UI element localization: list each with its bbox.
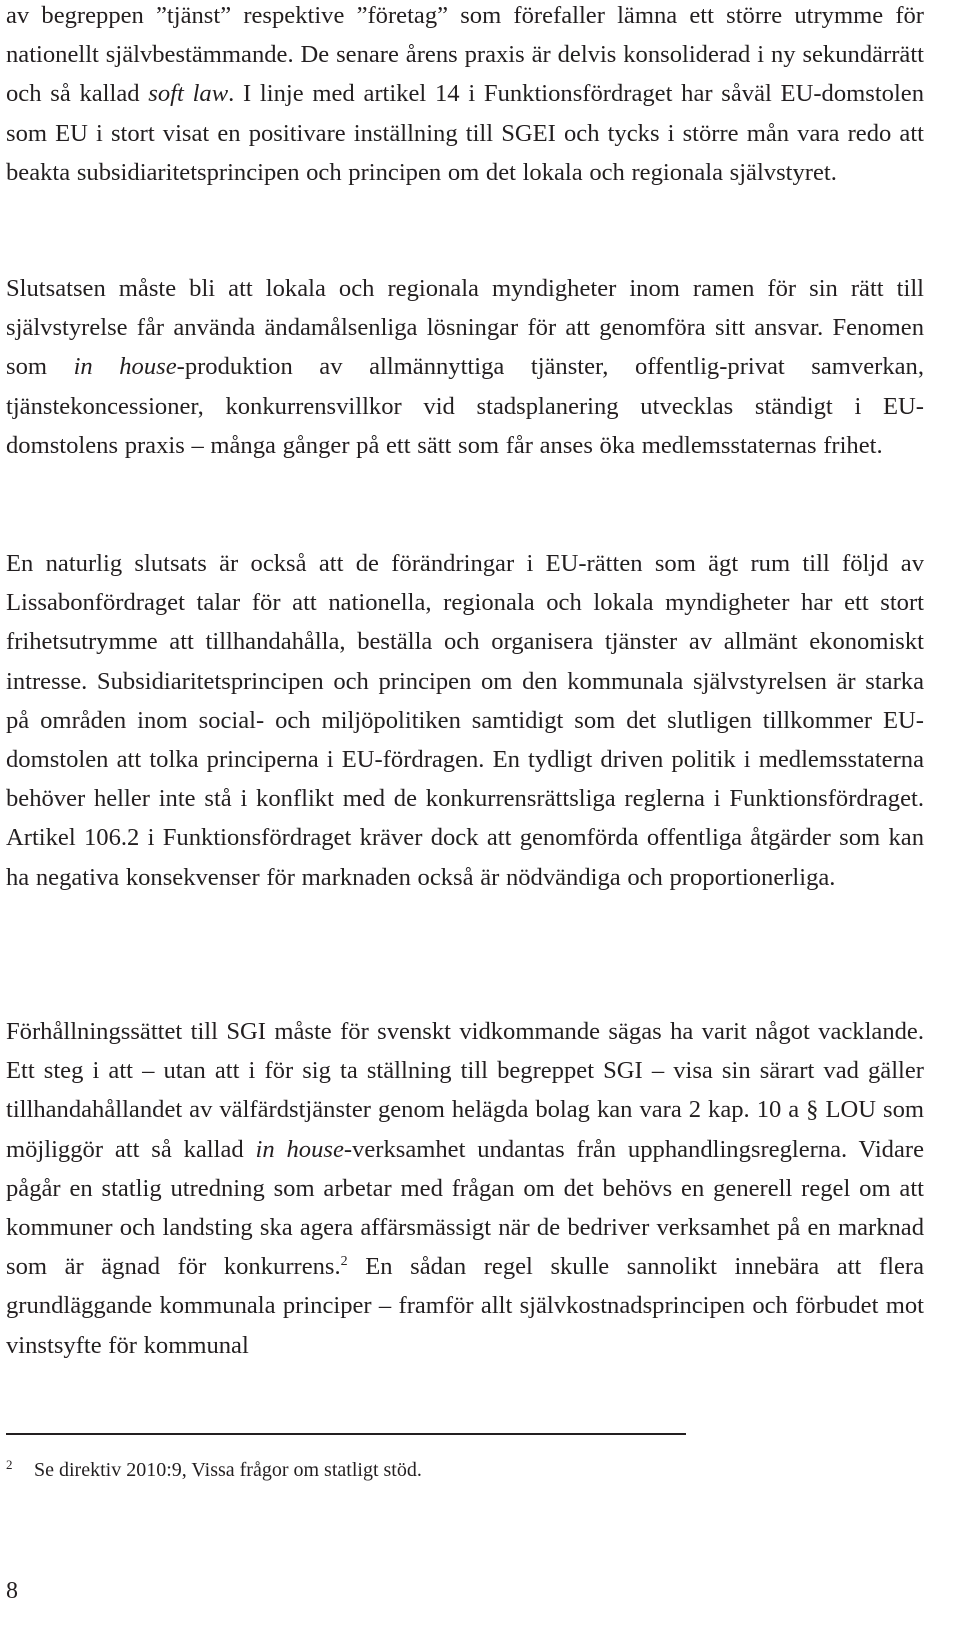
footnote: 2 Se direktiv 2010:9, Vissa frågor om statligt stöd. xyxy=(6,1457,422,1481)
italic-term: in house xyxy=(73,353,177,381)
italic-term: soft law xyxy=(148,80,229,108)
footnote-separator xyxy=(6,1433,686,1435)
page-number: 8 xyxy=(6,1578,18,1604)
text-segment: . I linje med artikel 14 i Funktionsfördraget har såväl EU-domstolen som EU i stort visat en positivare inställning till SGEI och tycks i större mån vara redo att beakta subsidiaritetsprincipen och principen om det lokala och regionala självstyret. xyxy=(6,80,924,186)
text-segment: av begreppen ”tjänst” respektive ”företag” som förefaller lämna ett större utrymme för nationellt självbestämmande. De senare årens praxis är delvis konsoliderad i ny sekundärrätt och så kallad xyxy=(6,2,924,108)
paragraph-3 xyxy=(6,544,924,897)
footnote-text: Se direktiv 2010:9, Vissa frågor om statligt stöd. xyxy=(34,1459,422,1481)
paragraph-1 xyxy=(6,0,924,192)
text-segment: -verksamhet undantas från upphandlingsreglerna. Vidare pågår en statlig utredning som arbetar med frågan om det behövs en generell regel om att kommuner och landsting ska agera affärsmässigt när de bedriver verksamhet på en marknad som är ägnad för konkurrens. xyxy=(6,1135,924,1281)
text-segment: Förhållningssättet till SGI måste för svenskt vidkommande sägas ha varit något vacklande. Ett steg i att – utan att i för sig ta ställning till begreppet SGI – visa sin särart vad gäller tillhandahållandet av välfärdstjänster genom helägda bolag kan vara 2 kap. 10 a § LOU som möjliggör att så kallad xyxy=(6,1018,924,1163)
text-segment: -produktion av allmännyttiga tjänster, offentlig-privat samverkan, tjänstekoncessioner, konkurrensvillkor vid stadsplanering utvecklas ständigt i EU-domstolens praxis – många gånger på ett sätt som får anses öka medlemsstaternas frihet. xyxy=(6,353,924,459)
text-segment: En sådan regel skulle sannolikt innebära att flera grundläggande kommunala principer – framför allt självkostnadsprincipen och förbudet mot vinstsyfte för kommunal xyxy=(6,1253,924,1359)
paragraph-4 xyxy=(6,1012,924,1365)
text-segment: En naturlig slutsats är också att de förändringar i EU-rätten som ägt rum till följd av Lissabonfördraget talar för att nationella, regionala och lokala myndigheter har ett stort frihetsutrymme att tillhandahålla, beställa och organisera tjänster av allmänt ekonomiskt intresse. Subsidiaritetsprincipen och principen om den kommunala självstyrelsen är starka på områden inom social- och miljöpolitiken samtidigt som det slutligen tillkommer EU-domstolen att tolka principerna i EU-fördragen. En tydligt driven politik i medlemsstaterna behöver heller inte stå i konflikt med de konkurrensrättsliga reglerna i Funktionsfördraget. Artikel 106.2 i Funktionsfördraget kräver dock att genomförda offentliga åtgärder som kan ha negativa konsekvenser för marknaden också är nödvändiga och proportionerliga. xyxy=(6,550,924,891)
footnote-reference: 2 xyxy=(340,1254,348,1270)
text-segment: Slutsatsen måste bli att lokala och regionala myndigheter inom ramen för sin rätt till självstyrelse får använda ändamålsenliga lösningar för att genomföra sitt ansvar. Fenomen som xyxy=(6,275,924,381)
paragraph-2 xyxy=(6,269,924,465)
italic-term: in house xyxy=(255,1135,344,1163)
